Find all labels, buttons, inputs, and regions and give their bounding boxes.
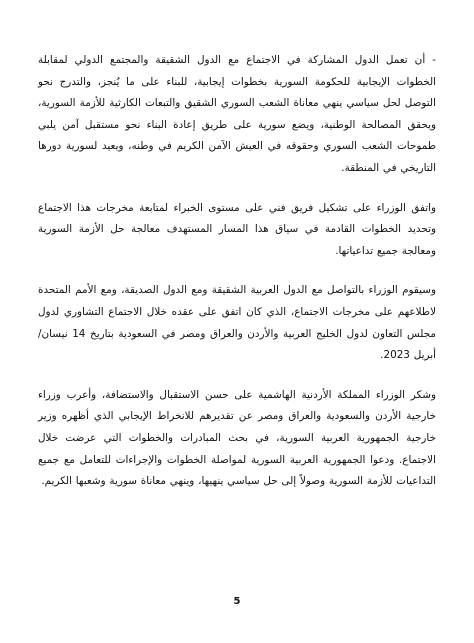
document-body	[38, 50, 436, 511]
paragraph-political-solution: - أن تعمل الدول المشاركة في الاجتماع مع الدول الشقيقة والمجتمع الدولي لمقابلة الخطوات الإيجابية للحكومة السورية بخطوات إيجابية، للبناء على ما يُنجز، والتدرج نحو التوصل لحل سياسي ينهي معاناة الشعب السوري الشقيق والتبعات الكارثية للأزمة السورية، ويحقق المصالحة الوطنية، ويضع سورية على طريق إعادة البناء نحو مستقبل آمن يلبي طموحات الشعب السوري وحقوقه في العيش الآمن الكريم في وطنه، ويعيد لسورية دورها التاريخي في المنطقة.	[38, 54, 436, 174]
page-number: 5	[233, 596, 241, 607]
paragraph-communication: وسيقوم الوزراء بالتواصل مع الدول العربية الشقيقة ومع الدول الصديقة، ومع الأمم المتحدة لاطلاعهم على مخرجات الاجتماع، الذي كان اتفق على عقده خلال الاجتماع التشاوري لدول مجلس التعاون لدول الخليج العربية والأردن والعراق ومصر في السعودية بتاريخ 14 نيسان/ أبريل 2023.	[38, 284, 436, 362]
paragraph-thanks: وشكر الوزراء المملكة الأردنية الهاشمية على حسن الاستقبال والاستضافة، وأعرب وزراء خارجية الأردن والسعودية والعراق ومصر عن تقديرهم للانخراط الإيجابي الذي أظهره وزير خارجية الجمهورية العربية السورية، في بحث المبادرات والخطوات التي عرضت خلال الاجتماع. ودعوا الجمهورية العربية السورية لمواصلة الخطوات والإجراءات للتعامل مع جميع التداعيات للأزمة السورية وصولاً إلى حل سياسي ينهيها، وينهي معاناة سورية وشعبها الكريم.	[38, 388, 436, 488]
paragraph-technical-team: واتفق الوزراء على تشكيل فريق فني على مستوى الخبراء لمتابعة مخرجات هذا الاجتماع وتحديد الخطوات القادمة في سياق هذا المسار المستهدف معالجة حل الأزمة السورية ومعالجة جميع تداعياتها.	[38, 201, 436, 257]
